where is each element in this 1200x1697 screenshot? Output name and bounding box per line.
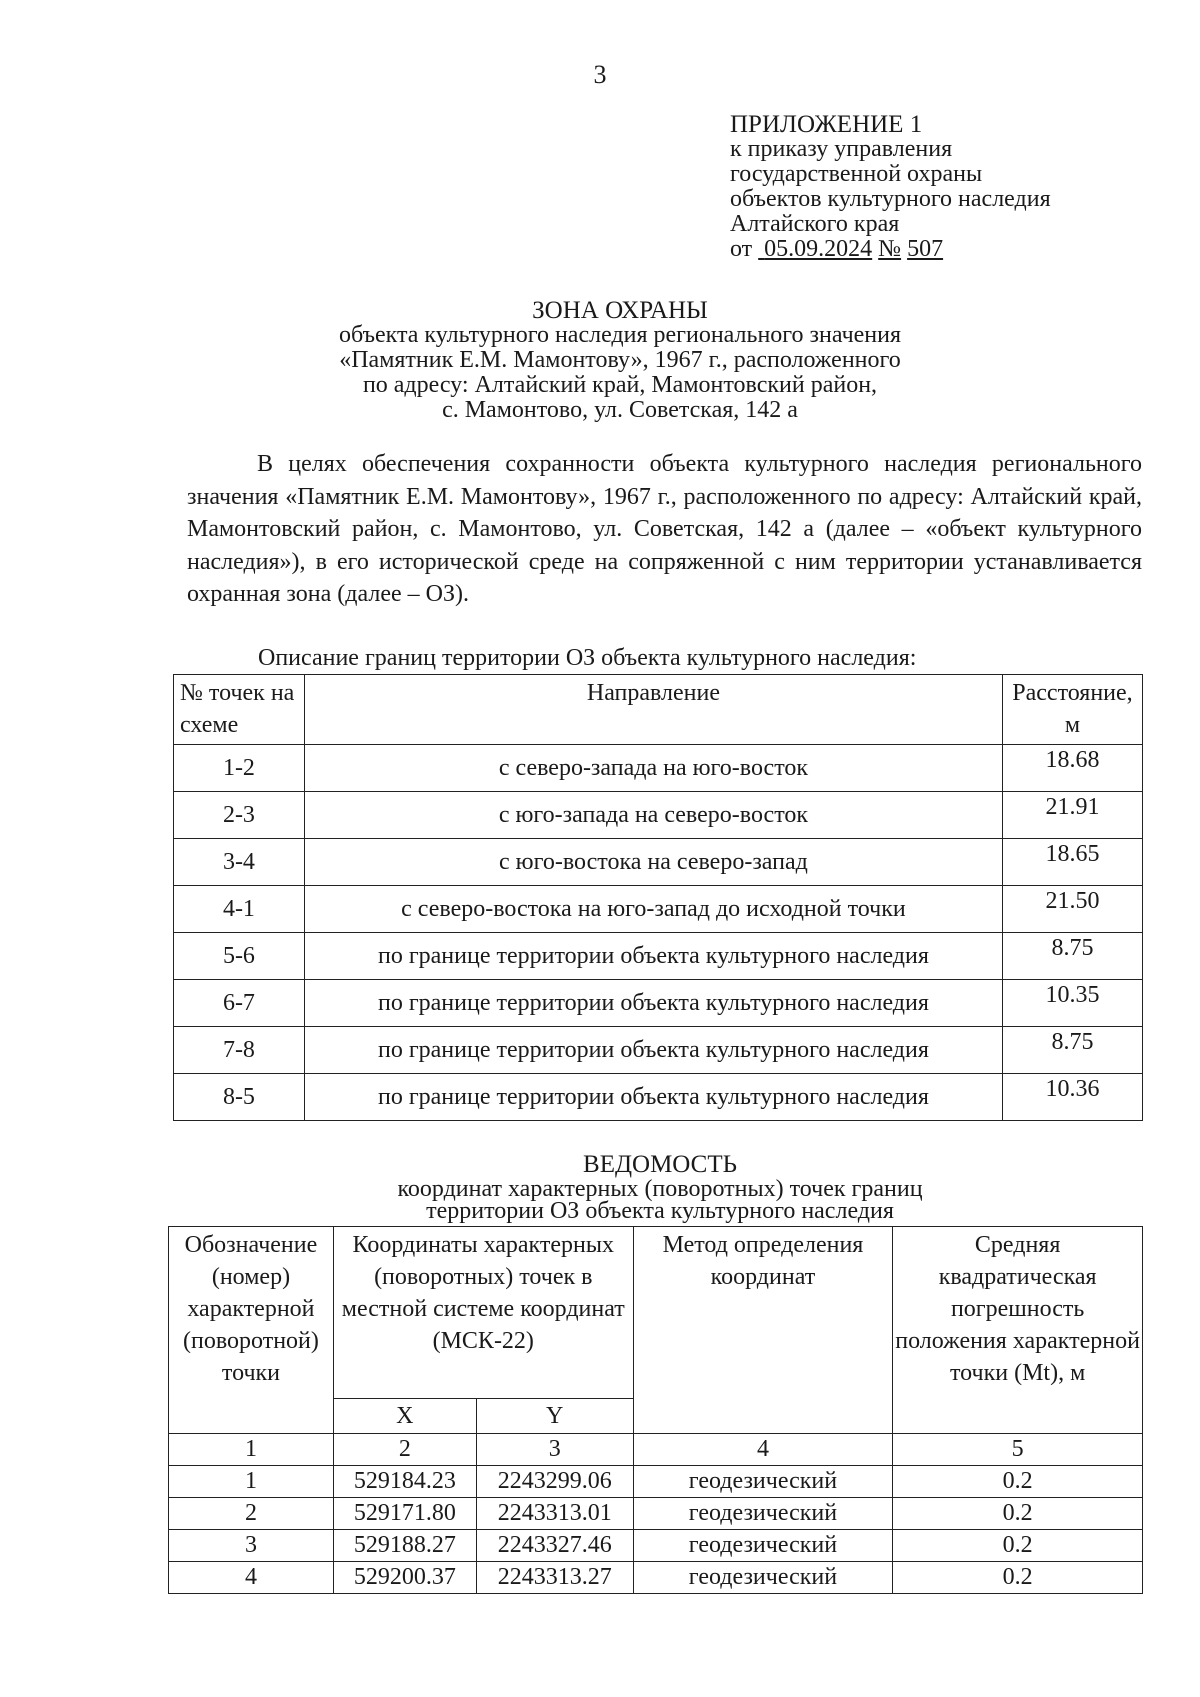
header-x: X xyxy=(333,1399,476,1434)
cell-method: геодезический xyxy=(633,1466,893,1498)
cell-distance: 8.75 xyxy=(1002,933,1142,980)
table-header-row xyxy=(169,1227,1143,1399)
cell-points: 3-4 xyxy=(174,839,305,886)
header-error: Средняя квадратическая погрешность положения характерной точки (Mt), м xyxy=(893,1227,1143,1434)
cell-points: 1-2 xyxy=(174,745,305,792)
vedomost-heading xyxy=(300,1152,1020,1222)
cell-direction: по границе территории объекта культурного наследия xyxy=(304,980,1002,1027)
table-row xyxy=(174,745,1143,792)
coordinates-table xyxy=(168,1226,1143,1594)
column-number: 3 xyxy=(476,1434,633,1466)
header-distance: Расстояние, м xyxy=(1002,675,1142,745)
column-number-row xyxy=(169,1434,1143,1466)
cell-points: 4-1 xyxy=(174,886,305,933)
cell-x: 529188.27 xyxy=(333,1530,476,1562)
table-row xyxy=(169,1466,1143,1498)
cell-distance: 10.36 xyxy=(1002,1074,1142,1121)
cell-distance: 18.68 xyxy=(1002,745,1142,792)
header-y: Y xyxy=(476,1399,633,1434)
zone-subtitle-line: с. Мамонтово, ул. Советская, 142 а xyxy=(442,397,798,423)
cell-direction: с северо-запада на юго-восток xyxy=(304,745,1002,792)
cell-points: 5-6 xyxy=(174,933,305,980)
cell-direction: с северо-востока на юго-запад до исходной точки xyxy=(304,886,1002,933)
appendix-date-line xyxy=(730,237,1051,262)
cell-error: 0.2 xyxy=(893,1530,1143,1562)
header-points: № точек на схеме xyxy=(174,675,305,745)
cell-point: 4 xyxy=(169,1562,334,1594)
zone-heading xyxy=(210,298,1030,423)
order-number: 507 xyxy=(907,236,944,262)
column-number: 4 xyxy=(633,1434,893,1466)
order-date: 05.09.2024 xyxy=(764,236,873,262)
cell-points: 7-8 xyxy=(174,1027,305,1074)
vedomost-title: ВЕДОМОСТЬ xyxy=(583,1151,737,1178)
table-row xyxy=(174,980,1143,1027)
table-row xyxy=(174,886,1143,933)
table-row xyxy=(174,933,1143,980)
cell-direction: с юго-востока на северо-запад xyxy=(304,839,1002,886)
cell-distance: 21.91 xyxy=(1002,792,1142,839)
date-prefix: от xyxy=(730,236,753,262)
column-number: 1 xyxy=(169,1434,334,1466)
column-number: 2 xyxy=(333,1434,476,1466)
header-method: Метод определения координат xyxy=(633,1227,893,1434)
cell-distance: 21.50 xyxy=(1002,886,1142,933)
cell-points: 2-3 xyxy=(174,792,305,839)
cell-points: 8-5 xyxy=(174,1074,305,1121)
cell-y: 2243327.46 xyxy=(476,1530,633,1562)
cell-direction: по границе территории объекта культурного наследия xyxy=(304,1027,1002,1074)
boundary-table xyxy=(173,674,1143,1121)
cell-method: геодезический xyxy=(633,1530,893,1562)
order-number-prefix: № xyxy=(878,236,902,262)
table-row xyxy=(174,1027,1143,1074)
cell-point: 3 xyxy=(169,1530,334,1562)
zone-subtitle-line: по адресу: Алтайский край, Мамонтовский район, xyxy=(362,372,878,398)
vedomost-subtitle-line: координат характерных (поворотных) точек границ xyxy=(397,1176,923,1202)
cell-error: 0.2 xyxy=(893,1498,1143,1530)
zone-subtitle-line: объекта культурного наследия регионального значения xyxy=(338,322,902,348)
cell-y: 2243313.01 xyxy=(476,1498,633,1530)
cell-error: 0.2 xyxy=(893,1466,1143,1498)
cell-points: 6-7 xyxy=(174,980,305,1027)
cell-method: геодезический xyxy=(633,1562,893,1594)
cell-x: 529200.37 xyxy=(333,1562,476,1594)
appendix-line: государственной охраны xyxy=(730,161,983,187)
vedomost-subtitle-line: территории ОЗ объекта культурного наследия xyxy=(426,1198,894,1224)
cell-x: 529184.23 xyxy=(333,1466,476,1498)
cell-y: 2243313.27 xyxy=(476,1562,633,1594)
table-row xyxy=(169,1498,1143,1530)
boundary-table-caption: Описание границ территории ОЗ объекта культурного наследия: xyxy=(258,645,917,671)
intro-paragraph: В целях обеспечения сохранности объекта культурного наследия регионального значения «Памятник Е.М. Мамонтову», 1967 г., расположенного по адресу: Алтайский край, Мамонтовский район, с. Мамонтово, ул. Советская, 142 а (далее – «объект культурного наследия»), в его исторической среде на сопряженной с ним территории устанавливается охранная зона (далее – ОЗ). xyxy=(187,451,1142,608)
zone-subtitle-line: «Памятник Е.М. Мамонтову», 1967 г., расположенного xyxy=(339,347,901,373)
cell-direction: по границе территории объекта культурного наследия xyxy=(304,933,1002,980)
table-row xyxy=(174,839,1143,886)
header-coords: Координаты характерных (поворотных) точек в местной системе координат (МСК-22) xyxy=(333,1227,633,1399)
cell-distance: 10.35 xyxy=(1002,980,1142,1027)
appendix-line: объектов культурного наследия xyxy=(730,186,1051,212)
header-point: Обозначение (номер) характерной (поворотной) точки xyxy=(169,1227,334,1434)
cell-method: геодезический xyxy=(633,1498,893,1530)
table-row xyxy=(174,792,1143,839)
appendix-line: к приказу управления xyxy=(730,136,953,162)
table-row xyxy=(174,1074,1143,1121)
cell-point: 1 xyxy=(169,1466,334,1498)
appendix-title: ПРИЛОЖЕНИЕ 1 xyxy=(730,111,923,138)
cell-point: 2 xyxy=(169,1498,334,1530)
cell-error: 0.2 xyxy=(893,1562,1143,1594)
table-row xyxy=(169,1530,1143,1562)
cell-direction: с юго-запада на северо-восток xyxy=(304,792,1002,839)
appendix-block xyxy=(730,112,1051,262)
table-header-row xyxy=(174,675,1143,745)
column-number: 5 xyxy=(893,1434,1143,1466)
zone-title: ЗОНА ОХРАНЫ xyxy=(532,297,708,324)
appendix-line: Алтайского края xyxy=(730,211,900,237)
cell-x: 529171.80 xyxy=(333,1498,476,1530)
cell-direction: по границе территории объекта культурного наследия xyxy=(304,1074,1002,1121)
cell-distance: 8.75 xyxy=(1002,1027,1142,1074)
page-number: 3 xyxy=(593,60,607,89)
header-direction: Направление xyxy=(304,675,1002,745)
cell-distance: 18.65 xyxy=(1002,839,1142,886)
cell-y: 2243299.06 xyxy=(476,1466,633,1498)
table-row xyxy=(169,1562,1143,1594)
